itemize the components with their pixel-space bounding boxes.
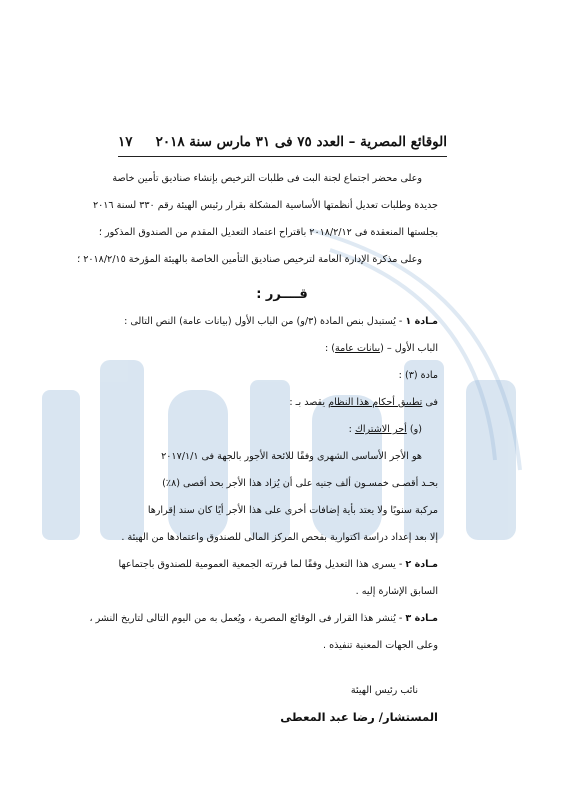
page-number: ١٧ (118, 134, 133, 150)
scope-line (126, 389, 438, 416)
article-1 (126, 308, 438, 335)
chapter-title: بيانات عامة (335, 343, 381, 354)
chapter-prefix: الباب الأول – ( (380, 343, 438, 354)
definition-line: مركبة سنويًا ولا يعتد بأية إضافات أخرى على هذا الأجر أيًا كان سند إقرارها (147, 505, 438, 516)
page-header (118, 134, 447, 156)
definition-line: هو الأجر الأساسى الشهرى وفقًا للائحة الأجور بالجهة فى ٢٠١٧/١/١ (161, 451, 422, 462)
signature-name: المستشار/ رضا عبد المعطى (280, 710, 438, 724)
article-2-label: مـادة ٢ (405, 559, 438, 570)
preamble-line: وعلى محضر اجتماع لجنة البت فى طلبات الترخيص بإنشاء صناديق تأمين خاصة (112, 173, 422, 184)
header-rule (118, 156, 447, 157)
document-body (77, 165, 438, 731)
preamble-line: بجلستها المنعقدة فى ٢٠١٨/٢/١٢ باقتراح اعتماد التعديل المقدم من الصندوق المذكور ؛ (98, 227, 438, 238)
scope-suffix: يقصد بـ : (289, 397, 329, 408)
spacer (126, 273, 438, 281)
definition-line: بحـد أقصـى خمسـون ألف جنيه على أن يُزاد هذا الأجر بحد أقصى (٨٪) (162, 478, 438, 489)
preamble-line: جديدة وطلبات تعديل أنظمتها الأساسية المشكلة بقرار رئيس الهيئة رقم ٣٣٠ لسنة ٢٠١٦ (92, 200, 438, 211)
item-title: أجر الاشتراك (354, 424, 407, 435)
article-3 (89, 605, 438, 632)
chapter-suffix: ) : (325, 343, 336, 354)
article-3-continuation: وعلى الجهات المعنية تنفيذه . (322, 640, 438, 651)
preamble-line: وعلى مذكرة الإدارة العامة لترخيص صناديق التأمين الخاصة بالهيئة المؤرخة ٢٠١٨/٢/١٥ ؛ (77, 254, 422, 265)
item-prefix: (و) (406, 424, 422, 435)
definition-line: إلا بعد إعداد دراسة اكتوارية بفحص المركز المالى للصندوق واعتمادها من الهيئة . (121, 532, 438, 543)
article-ref: مادة (٣) : (398, 370, 438, 381)
header-title: الوقائع المصرية – العدد ٧٥ فى ٣١ مارس سنة ٢٠١٨ (155, 134, 447, 150)
signature-title: نائب رئيس الهيئة (350, 685, 418, 696)
item-line (126, 416, 438, 443)
decision-heading: قــــرر : (256, 287, 308, 302)
article-1-text: - يُستبدل بنص المادة (٣/و) من الباب الأول (بيانات عامة) النص التالى : (124, 316, 406, 327)
article-3-label: مـادة ٣ (405, 613, 438, 624)
article-2 (118, 551, 438, 578)
spacer (126, 659, 438, 677)
article-1-label: مـادة ١ (405, 316, 438, 327)
scope-underlined: تطبيق أحكام هذا النظام (328, 397, 423, 408)
item-suffix: : (348, 424, 355, 435)
article-2-continuation: السابق الإشارة إليه . (355, 586, 438, 597)
chapter-line (126, 335, 438, 362)
scope-prefix: فى (422, 397, 438, 408)
article-3-text: - يُنشر هذا القرار فى الوقائع المصرية ، ويُعمل به من اليوم التالى لتاريخ النشر ، (89, 613, 406, 624)
article-2-text: - يسرى هذا التعديل وفقًا لما قررته الجمعية العمومية للصندوق باجتماعها (118, 559, 406, 570)
